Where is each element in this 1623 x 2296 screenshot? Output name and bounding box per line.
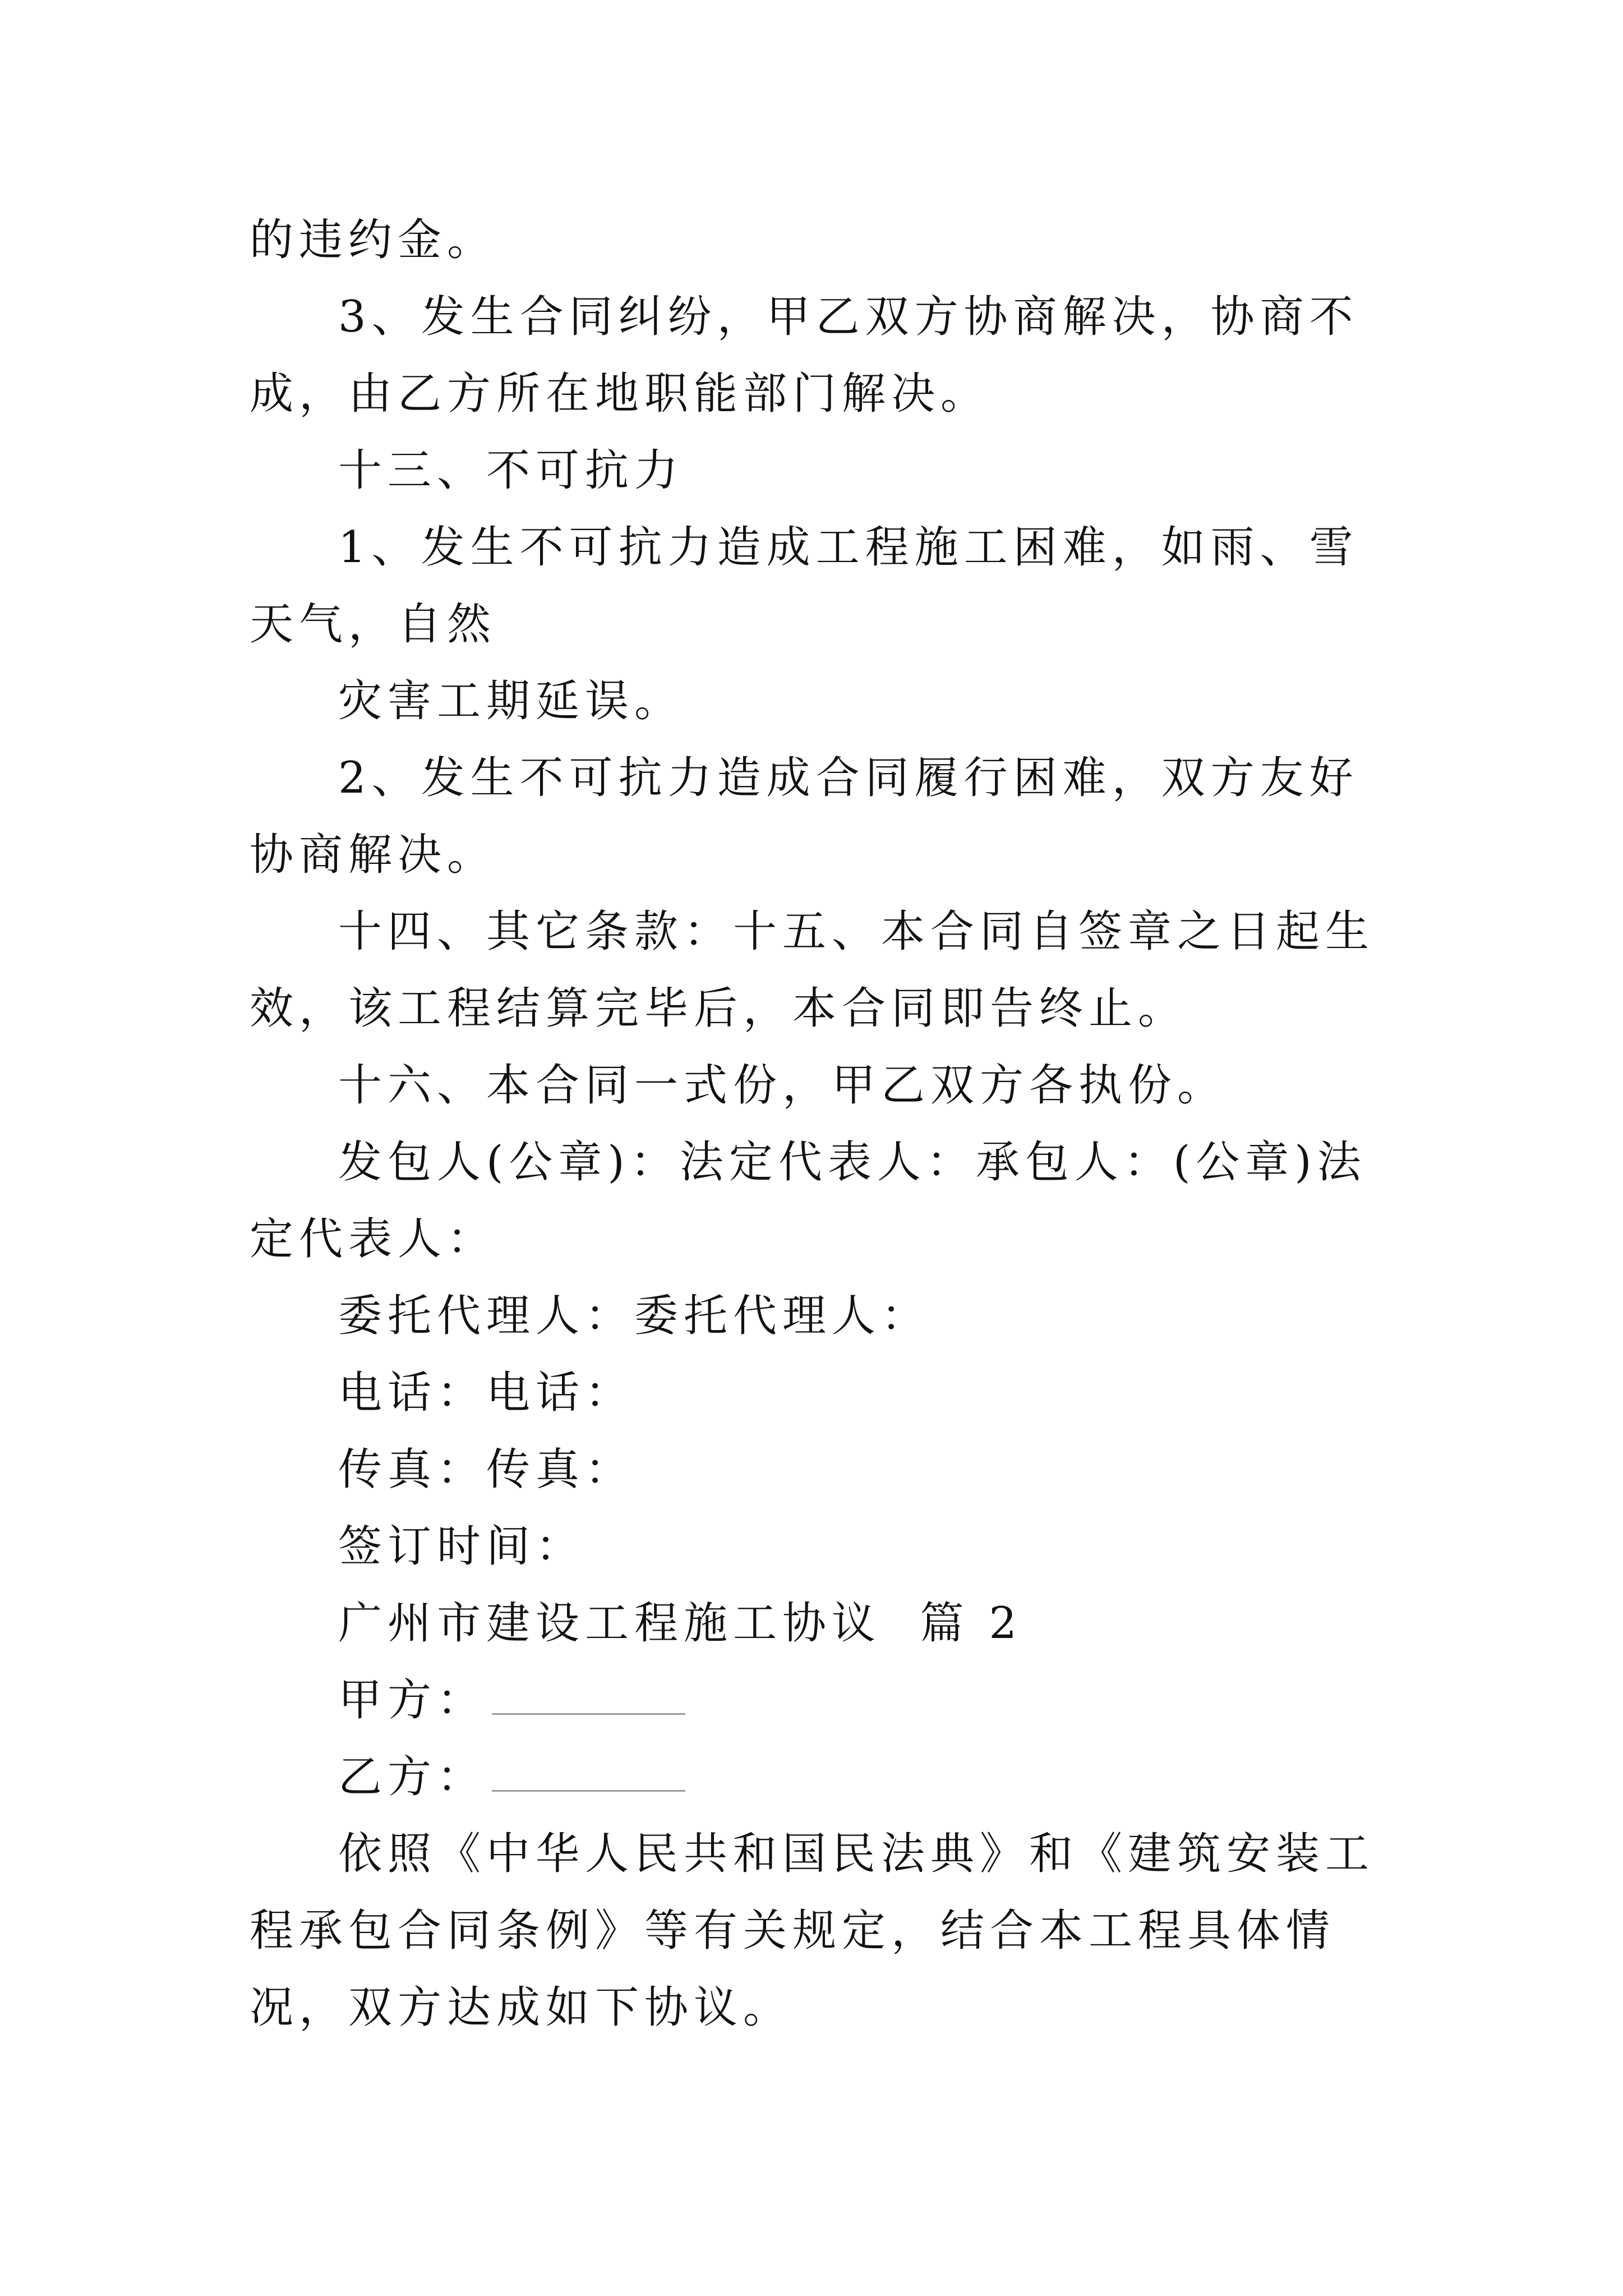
section-title-part-2 (250, 1585, 1377, 1662)
paragraph-signatories (250, 1124, 1377, 1278)
paragraph-dispute-resolution (250, 279, 1377, 432)
party-a-blank-underline (492, 1680, 685, 1715)
paragraph-legal-basis (250, 1816, 1377, 2046)
paragraph-text: 电话：电话： (338, 1368, 635, 1418)
paragraph-penalty-end (250, 202, 1377, 279)
paragraph-force-majeure-2 (250, 740, 1377, 894)
paragraph-text: 传真：传真： (338, 1444, 635, 1495)
paragraph-text: 委托代理人：委托代理人： (338, 1291, 931, 1341)
paragraph-text: 发包人(公章)：法定代表人：承包人：(公章)法定代表人： (250, 1137, 1367, 1264)
paragraph-fax (250, 1432, 1377, 1508)
paragraph-force-majeure-1-cont (250, 663, 1377, 740)
paragraph-text: 3、发生合同纠纷，甲乙双方协商解决，协商不成，由乙方所在地职能部门解决。 (250, 292, 1359, 419)
party-a-label: 甲方： (338, 1675, 487, 1726)
paragraph-text: 十六、本合同一式份，甲乙双方各执份。 (338, 1060, 1227, 1111)
section-title-text: 广州市建设工程施工协议 篇 2 (338, 1598, 1023, 1649)
paragraph-text: 1、发生不可抗力造成工程施工困难，如雨、雪天气，自然 (250, 522, 1359, 650)
paragraph-copies (250, 1047, 1377, 1124)
paragraph-text: 2、发生不可抗力造成合同履行困难，双方友好协商解决。 (250, 753, 1359, 880)
heading-force-majeure (250, 432, 1377, 509)
paragraph-phone (250, 1355, 1377, 1432)
party-b-blank-underline (492, 1756, 685, 1792)
document-body (250, 202, 1377, 2046)
party-a-line (250, 1662, 1377, 1739)
paragraph-text: 灾害工期延误。 (338, 676, 684, 726)
heading-text: 十三、不可抗力 (338, 445, 684, 496)
paragraph-text: 依照《中华人民共和国民法典》和《建筑安装工程承包合同条例》等有关规定，结合本工程具体情况，双方达成如下协议。 (250, 1829, 1375, 2033)
paragraph-other-terms (250, 894, 1377, 1047)
paragraph-force-majeure-1 (250, 509, 1377, 663)
paragraph-text: 十四、其它条款：十五、本合同自签章之日起生效，该工程结算完毕后，本合同即告终止。 (250, 907, 1375, 1034)
paragraph-agents (250, 1278, 1377, 1355)
paragraph-text: 的违约金。 (250, 215, 497, 265)
party-b-line (250, 1739, 1377, 1816)
paragraph-text: 签订时间： (338, 1521, 585, 1572)
party-b-label: 乙方： (338, 1752, 487, 1802)
paragraph-sign-date (250, 1508, 1377, 1585)
